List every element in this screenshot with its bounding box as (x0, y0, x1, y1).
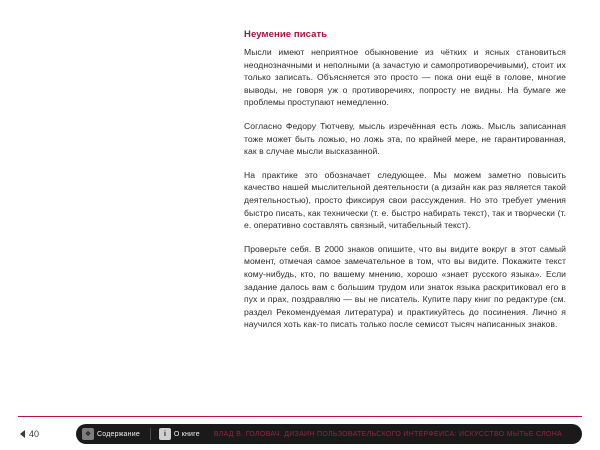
nav-item-about[interactable] (159, 428, 200, 440)
page-content (244, 28, 566, 331)
page-navigation[interactable] (18, 424, 76, 444)
page-number: 40 (29, 429, 40, 439)
nav-item-contents[interactable] (82, 428, 140, 440)
footer-navbar (76, 424, 582, 444)
nav-divider (150, 428, 151, 440)
nav-item-contents-label: Содержание (97, 430, 140, 438)
body-paragraph: Проверьте себя. В 2000 знаков опишите, что вы видите вокруг в этот самый момент, отмечая самое замечательное в том, что вы видите. Покажите текст кому-нибудь, кто, по вашему мнению, хорошо «знает русского языка». Если задание далось вам с большим трудом или знаток языка раскритиковал его в пух и прах, поздравляю — вы не писатель. Купите пару книг по редактуре (см. раздел Рекомендуемая литература) и практикуйтесь до посинения. Лично я научился хоть как-то писать только после семисот тысяч написанных знаков. (244, 243, 566, 330)
body-paragraph: Мысли имеют неприятное обыкновение из чётких и ясных становиться неоднозначными и неполными (а зачастую и самопротиворечивыми), стоит их только записать. Объясняется это просто — пока они ещё в голове, многие выводы, не говоря уж о противоречиях, попросту не видны. На бумаге же проблемы проступают немедленно. (244, 47, 566, 108)
page-title: Неумение писать (244, 29, 328, 40)
footer-divider (18, 416, 582, 417)
arrow-left-icon[interactable] (20, 430, 25, 438)
nav-item-about-label: О книге (173, 430, 200, 438)
book-icon: ❖ (82, 428, 94, 440)
book-title: ВЛАД В. ГОЛОВАЧ. ДИЗАЙН ПОЛЬЗОВАТЕЛЬСКОГО ИНТЕРФЕЙСА: ИСКУССТВО МЫТЬЕ СЛОНА (213, 430, 563, 438)
info-icon: i (159, 428, 171, 440)
body-paragraph: На практике это обозначает следующее. Мы можем заметно повысить качество нашей мыслительной деятельности (а дизайн как раз является такой деятельностью), просто фиксируя свои рассуждения. Но это требует умения быстро писать, как технически (т. е. быстро набирать текст), так и творчески (т. е. оперативно составлять связный, читабельный текст). (244, 169, 566, 231)
footer-bar (18, 424, 582, 444)
footer (0, 416, 600, 450)
body-paragraph: Согласно Федору Тютчеву, мысль изречённая есть ложь. Мысль записанная тоже может быть ложью, но ложь эта, по крайней мере, не гарантированная, как в случае мысли высказанной. (244, 120, 566, 157)
